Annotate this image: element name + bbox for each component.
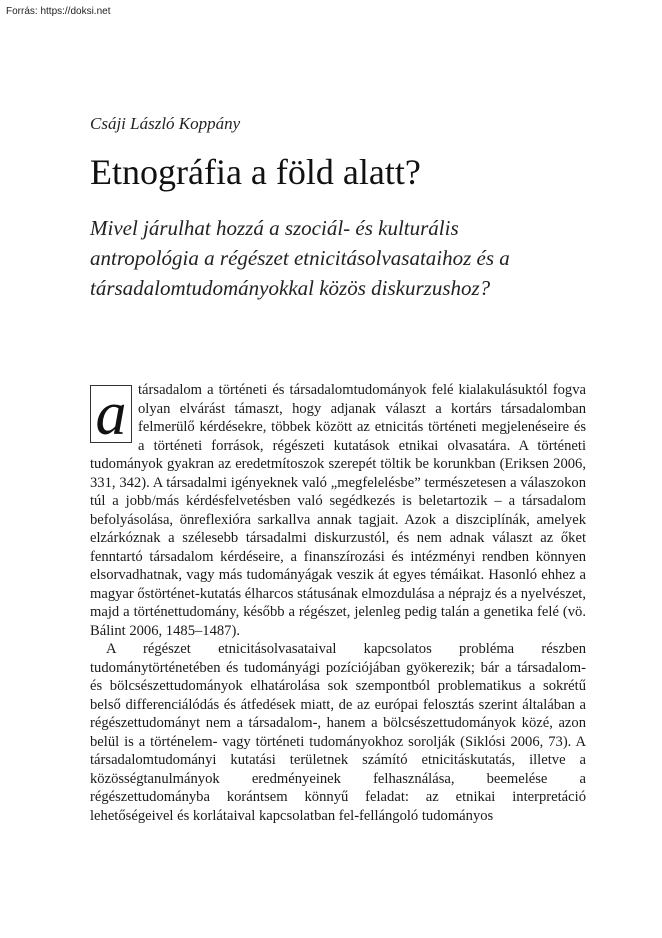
paragraph-2: A régészet etnicitásolvasataival kapcsolatos probléma részben tudománytörténetében és tudományági pozíciójában gyökerezik; bár a társadalom- és bölcsészettudományok elhatárolása sok szempontból problematikus a sokrétű belső differenciálódás és átfedések miatt, de az európai felosztás szerint általában a régészettudományt nem a társadalom-, hanem a bölcsészettudományok közé, azon belül is a történelem- vagy történeti tudományokhoz sorolják (Siklósi 2006, 73). A társadalomtudományi kutatási területnek számító etnicitáskutatás, illetve a közösségtanulmányok eredményeinek felhasználása, beemelése a régészettudományba korántsem könnyű feladat: az etnikai interpretáció lehetőségeivel és korlátaival kapcsolatban fel-fellángoló tudományos bbox=[90, 641, 586, 824]
paragraph-1 bbox=[90, 381, 586, 640]
article-title: Etnográfia a föld alatt? bbox=[90, 152, 421, 192]
drop-cap: a bbox=[90, 385, 132, 443]
author-name: Csáji László Koppány bbox=[90, 114, 241, 133]
paragraph-1-text: társadalom a történeti és társadalomtudományok felé kialakulásuktól fogva olyan elvárást támaszt, hogy adjanak választ a kortárs társadalomban felmerülő kérdésekre, többek között az etnicitás történeti megjelenéseire és a történeti források, régészeti kutatások etnikai olvasatára. A történeti tudományok gyakran az eredetmítoszok szerepét töltik be korunkban (Eriksen 2006, 331, 342). A társadalmi igényeknek való „megfelelésbe” természetesen a válaszokon túl a jobb/más kérdésfelvetésben való segédkezés is beletartozik – a társadalom befolyásolása, önreflexióra sarkallva annak tagjait. Azok a diszciplínák, amelyek elzárkóznak a szélesebb társadalmi diskurzustól, és nem adnak választ az őket fenntartó társadalom kérdéseire, a finanszírozási és intézményi rendben könnyen elsorvadhatnak, vagy más tudományágak veszik át egyes témáikat. Hasonló ehhez a magyar őstörténet-kutatás élharcos státusának elmozdulása a néprajz és a nyelvészet, majd a történettudomány, később a régészet, jelenleg pedig talán a genetika felé (vö. Bálint 2006, 1485–1487). bbox=[90, 382, 586, 639]
source-note: Forrás: https://doksi.net bbox=[6, 6, 111, 17]
article-subtitle: Mivel járulhat hozzá a szociál- és kulturális antropológia a régészet etnicitásolvasataihoz és a társadalomtudományokkal közös diskurzushoz? bbox=[90, 216, 510, 300]
article-body bbox=[90, 381, 586, 825]
